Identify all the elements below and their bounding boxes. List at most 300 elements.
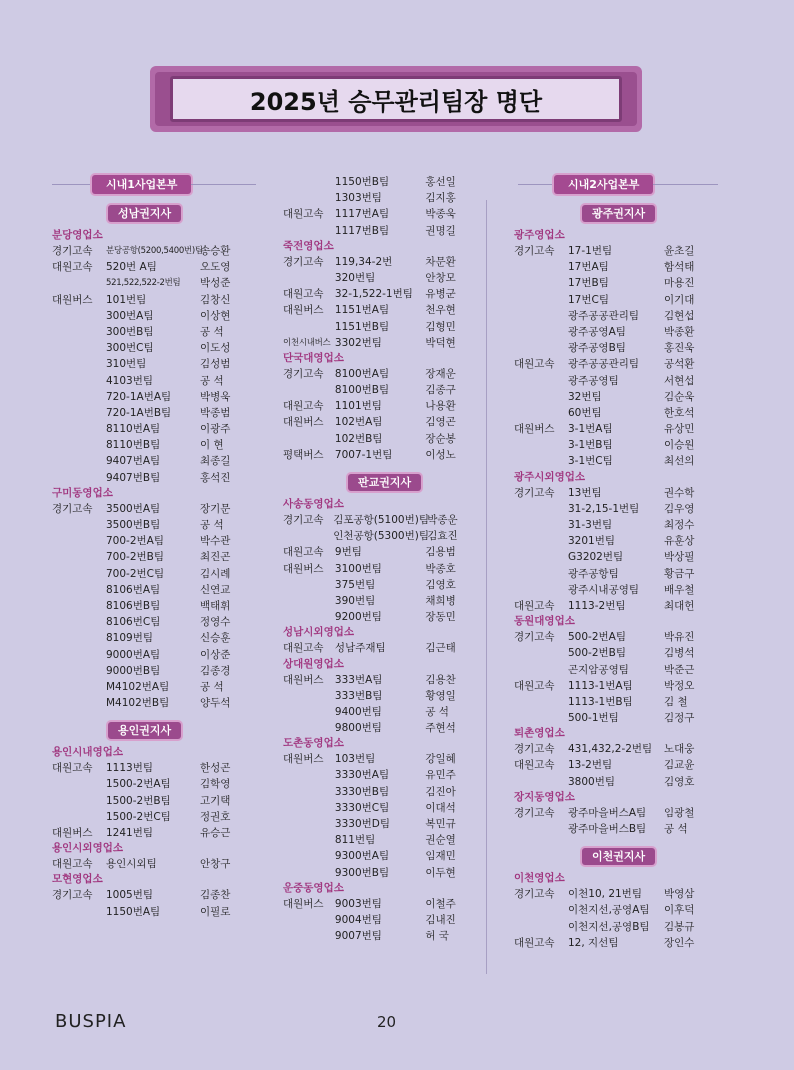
team-name: 8100번B팀 bbox=[334, 384, 390, 397]
list-item bbox=[283, 528, 483, 544]
manager-name: 김현섭 bbox=[664, 309, 695, 322]
team-name: 17번B팀 bbox=[568, 277, 609, 290]
manager-name: 공 석 bbox=[200, 374, 224, 387]
company-name: 대원버스 bbox=[283, 304, 324, 317]
company-name bbox=[283, 174, 335, 190]
manager-name: 정영수 bbox=[200, 616, 231, 629]
team-name: 520번 A팀 bbox=[106, 261, 157, 274]
header-rule-left bbox=[52, 184, 92, 185]
company-name: 대원고속 bbox=[283, 546, 324, 559]
manager-name: 이기대 bbox=[664, 293, 695, 306]
team-name: 이천지선,공영A팀 bbox=[568, 904, 650, 917]
manager-name: 김교윤 bbox=[664, 759, 695, 772]
company-name: 대원고속 bbox=[52, 762, 93, 775]
team-name: 3800번팀 bbox=[568, 775, 616, 788]
company-name: 경기고속 bbox=[283, 514, 324, 526]
team-name: 9407번A팀 bbox=[106, 455, 161, 468]
list-item bbox=[52, 549, 270, 565]
office-name: 성남시외영업소 bbox=[283, 626, 355, 639]
manager-name: 배우철 bbox=[664, 583, 695, 596]
team-name: 이천지선,공영B팀 bbox=[568, 920, 650, 933]
team-name: 3330번A팀 bbox=[334, 769, 390, 782]
team-name: 8106번A팀 bbox=[106, 583, 161, 596]
list-item bbox=[52, 760, 270, 776]
list-item bbox=[514, 485, 744, 501]
company-name: 경기고속 bbox=[514, 743, 555, 756]
list-item bbox=[514, 757, 744, 773]
list-item bbox=[283, 190, 483, 206]
list-item bbox=[514, 821, 744, 837]
list-item bbox=[283, 335, 483, 351]
team-name: 9000번B팀 bbox=[106, 664, 161, 677]
company-name bbox=[52, 421, 106, 437]
manager-name: 노대웅 bbox=[664, 743, 695, 756]
list-item bbox=[514, 886, 744, 902]
company-name bbox=[283, 382, 335, 398]
list-item bbox=[52, 566, 270, 582]
list-item bbox=[52, 809, 270, 825]
manager-name: 이후덕 bbox=[664, 904, 695, 917]
list-item bbox=[514, 935, 744, 951]
manager-name: 공 석 bbox=[664, 823, 688, 835]
manager-name: 최종길 bbox=[200, 455, 231, 468]
page-number: 20 bbox=[377, 1013, 397, 1031]
team-name: 9407번B팀 bbox=[106, 471, 161, 484]
team-name: 310번팀 bbox=[106, 358, 147, 371]
team-name: 31-3번팀 bbox=[568, 519, 613, 531]
list-item bbox=[52, 501, 270, 517]
manager-name: 유승근 bbox=[200, 827, 231, 839]
manager-name: 한성곤 bbox=[200, 762, 231, 775]
manager-name: 백태휘 bbox=[200, 599, 231, 612]
company-name bbox=[52, 614, 106, 630]
branch-badge: 성남권지사 bbox=[108, 205, 181, 222]
manager-name: 박준근 bbox=[664, 663, 695, 676]
manager-name: 서현섭 bbox=[664, 374, 695, 387]
headquarters-header bbox=[514, 174, 744, 196]
company-name bbox=[52, 437, 106, 453]
manager-name: 이 현 bbox=[200, 439, 224, 452]
company-name bbox=[283, 270, 335, 286]
list-item bbox=[514, 741, 744, 757]
manager-name: 박종운 bbox=[427, 514, 458, 526]
company-name bbox=[283, 190, 335, 206]
team-name: 1500-2번B팀 bbox=[106, 794, 171, 807]
manager-name: 권수학 bbox=[664, 486, 695, 499]
company-name bbox=[514, 919, 568, 935]
company-name bbox=[514, 275, 568, 291]
list-item bbox=[514, 517, 744, 533]
office-name: 장지동영업소 bbox=[514, 790, 575, 803]
manager-name: 이필로 bbox=[200, 905, 231, 918]
list-item bbox=[283, 254, 483, 270]
left-column bbox=[52, 174, 270, 920]
team-name: 1101번팀 bbox=[334, 400, 382, 413]
list-item bbox=[514, 421, 744, 437]
company-name: 대원고속 bbox=[283, 400, 324, 413]
manager-name: 김병석 bbox=[664, 647, 695, 660]
team-name: 인천공항(5300번)팀 bbox=[333, 530, 429, 543]
team-name: 3-1번A팀 bbox=[568, 423, 613, 436]
manager-name: 공 석 bbox=[425, 705, 449, 718]
list-item bbox=[52, 887, 270, 903]
branch-header bbox=[283, 473, 483, 493]
company-name bbox=[52, 663, 106, 679]
team-name: 3500번A팀 bbox=[106, 502, 161, 515]
list-item bbox=[283, 286, 483, 302]
manager-name: 홍진욱 bbox=[664, 342, 695, 355]
list-item bbox=[52, 856, 270, 872]
company-name bbox=[283, 720, 335, 736]
company-name: 평택버스 bbox=[283, 448, 324, 461]
company-name: 대원고속 bbox=[52, 261, 93, 274]
team-name: 720-1A번B팀 bbox=[106, 406, 172, 419]
company-name bbox=[283, 912, 335, 928]
list-item bbox=[283, 302, 483, 318]
team-name: 광주공영B팀 bbox=[568, 342, 626, 355]
list-item bbox=[514, 373, 744, 389]
list-item bbox=[283, 174, 483, 190]
team-name: 1117번B팀 bbox=[334, 224, 390, 237]
team-name: 광주공영팀 bbox=[568, 374, 619, 387]
manager-name: 김창신 bbox=[200, 293, 231, 306]
list-item bbox=[52, 793, 270, 809]
list-item bbox=[283, 414, 483, 430]
company-name: 경기고속 bbox=[52, 502, 93, 515]
list-item bbox=[52, 340, 270, 356]
manager-name: 마용진 bbox=[664, 277, 695, 290]
branch-header bbox=[514, 847, 744, 867]
team-name: 8100번A팀 bbox=[334, 367, 390, 380]
company-name: 경기고속 bbox=[283, 367, 324, 380]
company-name: 대원고속 bbox=[283, 208, 324, 221]
manager-name: 김학영 bbox=[200, 778, 231, 791]
company-name bbox=[52, 453, 106, 469]
manager-name: 천우현 bbox=[425, 304, 456, 317]
team-name: 17번C팀 bbox=[568, 293, 609, 306]
team-name: 3330번B팀 bbox=[334, 785, 390, 798]
company-name bbox=[514, 340, 568, 356]
company-name: 대원고속 bbox=[283, 288, 324, 301]
team-name: 1117번A팀 bbox=[334, 208, 390, 221]
company-name bbox=[283, 593, 335, 609]
company-name: 경기고속 bbox=[52, 889, 93, 902]
list-item bbox=[52, 470, 270, 486]
manager-name: 박종범 bbox=[200, 406, 231, 419]
list-item bbox=[52, 453, 270, 469]
company-name bbox=[52, 695, 106, 711]
manager-name: 박정오 bbox=[664, 679, 695, 692]
list-item bbox=[514, 453, 744, 469]
company-name: 경기고속 bbox=[514, 486, 555, 499]
company-name bbox=[52, 630, 106, 646]
list-item bbox=[514, 308, 744, 324]
team-name: 9번팀 bbox=[334, 546, 362, 559]
team-name: 9003번팀 bbox=[334, 897, 382, 910]
team-name: 성남주재팀 bbox=[334, 642, 386, 655]
company-name bbox=[52, 356, 106, 372]
page-title: 2025년 승무관리팀장 명단 bbox=[249, 87, 543, 116]
manager-name: 한호석 bbox=[664, 406, 695, 419]
team-name: 8110번B팀 bbox=[106, 439, 161, 452]
manager-name: 황금구 bbox=[664, 567, 695, 580]
list-item bbox=[283, 561, 483, 577]
team-name: 1113-2번팀 bbox=[568, 599, 626, 612]
company-name: 대원고속 bbox=[283, 642, 324, 655]
company-name bbox=[52, 809, 106, 825]
manager-name: 김정구 bbox=[664, 712, 695, 725]
team-name: 이천10, 21번팀 bbox=[568, 888, 642, 901]
manager-name: 유훈상 bbox=[664, 535, 695, 548]
manager-name: 공석환 bbox=[664, 358, 695, 371]
list-item bbox=[52, 243, 270, 259]
team-name: 1151번A팀 bbox=[334, 304, 390, 317]
team-name: 9800번팀 bbox=[334, 722, 382, 735]
manager-name: 박종환 bbox=[664, 325, 695, 338]
team-name: 431,432,2-2번팀 bbox=[568, 743, 653, 756]
manager-name: 공 석 bbox=[200, 325, 224, 338]
list-item bbox=[514, 405, 744, 421]
office-name: 운중동영업소 bbox=[283, 881, 344, 894]
branch-badge: 광주권지사 bbox=[582, 205, 655, 222]
list-item bbox=[514, 902, 744, 918]
list-item bbox=[283, 832, 483, 848]
team-name: 390번팀 bbox=[334, 594, 376, 607]
team-name: 17-1번팀 bbox=[568, 245, 613, 257]
team-name: 119,34-2번 bbox=[334, 255, 393, 268]
manager-name: 박종호 bbox=[425, 562, 456, 575]
list-item bbox=[283, 800, 483, 816]
list-item bbox=[283, 544, 483, 560]
list-item bbox=[52, 904, 270, 920]
team-name: 300번C팀 bbox=[106, 342, 154, 355]
team-name: 1150번B팀 bbox=[334, 176, 390, 188]
list-item bbox=[514, 340, 744, 356]
company-name bbox=[283, 609, 335, 625]
list-item bbox=[283, 912, 483, 928]
manager-name: 이광주 bbox=[200, 423, 231, 436]
team-name: 1500-2번A팀 bbox=[106, 778, 171, 791]
company-name bbox=[52, 324, 106, 340]
company-name bbox=[52, 904, 106, 920]
team-name: 4103번팀 bbox=[106, 374, 154, 387]
team-name: 12, 지선팀 bbox=[568, 936, 619, 949]
team-name: G3202번팀 bbox=[568, 551, 624, 564]
company-name bbox=[52, 405, 106, 421]
company-name bbox=[52, 517, 106, 533]
company-name bbox=[514, 259, 568, 275]
manager-name: 신승훈 bbox=[200, 632, 231, 645]
company-name bbox=[52, 647, 106, 663]
manager-name: 장기문 bbox=[200, 502, 231, 515]
company-name bbox=[283, 528, 333, 544]
team-name: 1113-1번B팀 bbox=[568, 695, 633, 708]
manager-name: 박종욱 bbox=[425, 208, 456, 221]
manager-name: 공 석 bbox=[200, 519, 224, 531]
branch-header bbox=[52, 721, 270, 741]
manager-name: 박덕현 bbox=[425, 336, 456, 349]
manager-name: 권명길 bbox=[425, 224, 456, 237]
list-item bbox=[52, 356, 270, 372]
company-name bbox=[514, 774, 568, 790]
company-name bbox=[52, 308, 106, 324]
manager-name: 이성노 bbox=[425, 448, 456, 461]
list-item bbox=[52, 405, 270, 421]
manager-name: 김용범 bbox=[425, 546, 456, 559]
manager-name: 박유진 bbox=[664, 631, 695, 644]
team-name: 3330번C팀 bbox=[334, 801, 390, 814]
company-name bbox=[52, 582, 106, 598]
company-name: 경기고속 bbox=[514, 631, 555, 644]
manager-name: 김내진 bbox=[425, 913, 456, 926]
team-name: 3-1번B팀 bbox=[568, 439, 613, 452]
office-name: 도촌동영업소 bbox=[283, 737, 344, 750]
company-name: 대원고속 bbox=[514, 599, 555, 612]
team-name: 광주마을버스A팀 bbox=[568, 806, 647, 819]
team-name: 500-2번A팀 bbox=[568, 631, 626, 644]
list-item bbox=[283, 319, 483, 335]
manager-name: 임재민 bbox=[425, 850, 456, 863]
list-item bbox=[514, 662, 744, 678]
branch-badge: 판교권지사 bbox=[348, 474, 421, 491]
team-name: 300번B팀 bbox=[106, 325, 154, 338]
company-name bbox=[514, 453, 568, 469]
manager-name: 장동민 bbox=[425, 611, 456, 624]
middle-column bbox=[283, 174, 483, 944]
manager-name: 강일혜 bbox=[425, 753, 456, 766]
manager-name: 홍선일 bbox=[425, 176, 456, 188]
office-name: 퇴촌영업소 bbox=[514, 727, 565, 740]
list-item bbox=[283, 447, 483, 463]
header-rule-right bbox=[653, 184, 718, 185]
manager-name: 권순열 bbox=[425, 834, 456, 847]
manager-name: 김순욱 bbox=[664, 390, 695, 403]
team-name: 9200번팀 bbox=[334, 611, 382, 624]
manager-name: 김근태 bbox=[425, 642, 456, 655]
list-item bbox=[52, 389, 270, 405]
spacer bbox=[514, 837, 744, 845]
company-name bbox=[514, 324, 568, 340]
manager-name: 김종구 bbox=[425, 384, 456, 397]
company-name bbox=[514, 662, 568, 678]
header-rule-left bbox=[518, 184, 554, 185]
company-name bbox=[514, 549, 568, 565]
team-name: 102번B팀 bbox=[334, 432, 383, 445]
team-name: 13번팀 bbox=[568, 486, 602, 499]
manager-name: 김성범 bbox=[200, 358, 231, 371]
list-item bbox=[283, 609, 483, 625]
company-name bbox=[514, 389, 568, 405]
team-name: 1500-2번C팀 bbox=[106, 810, 171, 823]
company-name: 대원고속 bbox=[514, 358, 555, 371]
manager-name: 김용찬 bbox=[425, 673, 456, 686]
team-name: 3330번D팀 bbox=[334, 818, 391, 830]
manager-name: 정권호 bbox=[200, 810, 231, 823]
manager-name: 이상준 bbox=[200, 648, 231, 661]
team-name: 8106번C팀 bbox=[106, 616, 161, 629]
list-item bbox=[514, 501, 744, 517]
list-item bbox=[514, 694, 744, 710]
team-name: 103번팀 bbox=[334, 753, 376, 766]
manager-name: 이상현 bbox=[200, 309, 231, 322]
team-name: 3201번팀 bbox=[568, 535, 616, 548]
list-item bbox=[52, 373, 270, 389]
manager-name: 최대헌 bbox=[664, 599, 695, 612]
team-name: M4102번B팀 bbox=[106, 697, 170, 710]
company-name: 대원버스 bbox=[283, 562, 324, 575]
list-item bbox=[514, 356, 744, 372]
manager-name: 양두석 bbox=[200, 697, 231, 710]
manager-name: 송승환 bbox=[200, 245, 231, 257]
team-name: 1113번팀 bbox=[106, 762, 154, 775]
list-item bbox=[52, 533, 270, 549]
company-name bbox=[514, 533, 568, 549]
company-name: 대원버스 bbox=[283, 416, 324, 429]
list-item bbox=[514, 275, 744, 291]
list-item bbox=[52, 259, 270, 275]
team-name: 8109번팀 bbox=[106, 632, 154, 645]
manager-name: 김지홍 bbox=[425, 192, 456, 205]
company-name bbox=[514, 566, 568, 582]
list-item bbox=[52, 275, 270, 291]
company-name: 대원버스 bbox=[283, 673, 324, 686]
company-name bbox=[52, 679, 106, 695]
list-item bbox=[283, 206, 483, 222]
manager-name: 김형민 bbox=[425, 320, 456, 333]
team-name: 광주시내공영팀 bbox=[568, 583, 640, 596]
company-name bbox=[283, 816, 335, 832]
list-item bbox=[52, 825, 270, 841]
team-name: 곤지암공영팀 bbox=[568, 663, 629, 676]
list-item bbox=[283, 848, 483, 864]
company-name bbox=[514, 902, 568, 918]
manager-name: 공 석 bbox=[200, 680, 224, 693]
team-name: 9400번팀 bbox=[334, 705, 382, 718]
manager-name: 김영호 bbox=[425, 578, 456, 591]
team-name: 광주공공관리팀 bbox=[568, 309, 640, 322]
manager-name: 홍석진 bbox=[200, 471, 231, 484]
company-name: 경기고속 bbox=[514, 806, 555, 819]
manager-name: 김영곤 bbox=[425, 416, 456, 429]
branch-header bbox=[52, 204, 270, 224]
list-item bbox=[514, 243, 744, 259]
team-name: 김포공항(5100번)팀 bbox=[333, 514, 429, 526]
list-item bbox=[52, 324, 270, 340]
company-name bbox=[514, 694, 568, 710]
team-name: 3302번팀 bbox=[334, 336, 382, 349]
team-name: 3-1번C팀 bbox=[568, 455, 613, 468]
manager-name: 나용환 bbox=[425, 400, 456, 413]
team-name: 광주공영A팀 bbox=[568, 325, 626, 338]
branch-badge: 이천권지사 bbox=[582, 848, 655, 865]
company-name: 대원버스 bbox=[52, 827, 93, 839]
manager-name: 이승원 bbox=[664, 439, 695, 452]
company-name bbox=[283, 800, 335, 816]
manager-name: 장인수 bbox=[664, 936, 695, 949]
manager-name: 박성준 bbox=[200, 277, 231, 290]
list-item bbox=[514, 678, 744, 694]
list-item bbox=[283, 688, 483, 704]
company-name: 대원고속 bbox=[514, 759, 555, 772]
team-name: 9300번A팀 bbox=[334, 850, 390, 863]
list-item bbox=[514, 437, 744, 453]
office-name: 사송동영업소 bbox=[283, 498, 344, 510]
team-name: 광주공공관리팀 bbox=[568, 358, 640, 371]
office-name: 광주시외영업소 bbox=[514, 470, 586, 483]
company-name bbox=[514, 405, 568, 421]
right-column bbox=[514, 174, 744, 951]
team-name: 3100번팀 bbox=[334, 562, 382, 575]
